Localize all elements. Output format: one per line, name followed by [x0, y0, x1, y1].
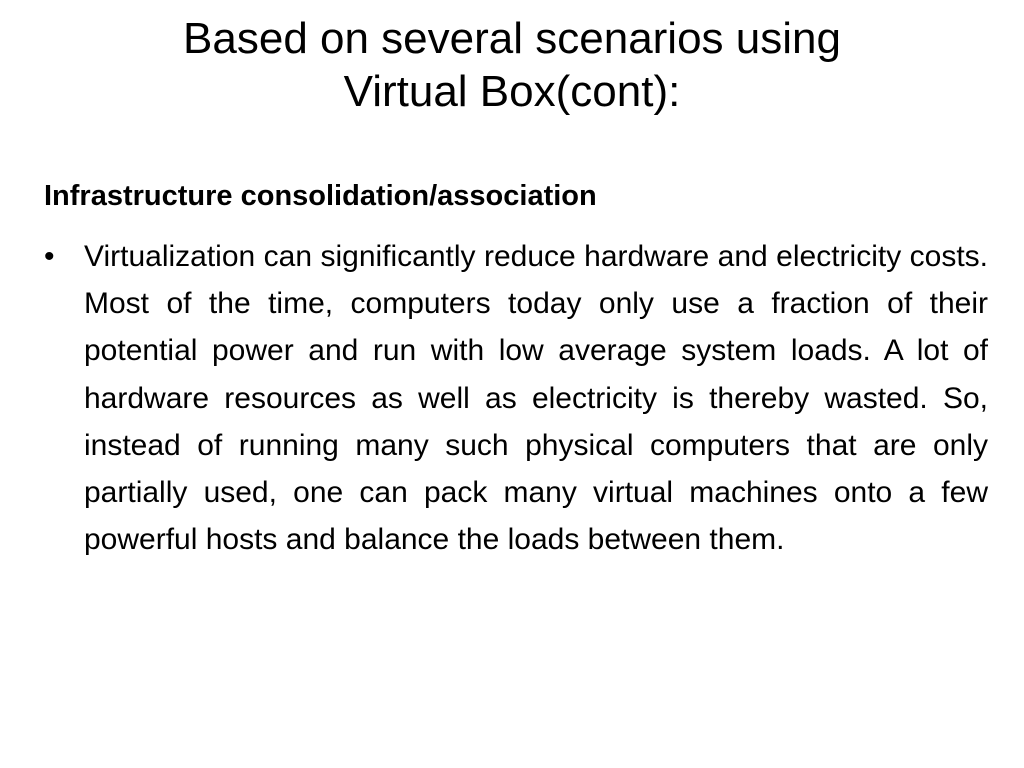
- bullet-text: Virtualization can significantly reduce hardware and electricity costs. Most of the time, computers today only use a fraction of their potential power and run with low average system loads. A lot of hardware resources as well as electricity is thereby wasted. So, instead of running many such physical computers that are only partially used, one can pack many virtual machines onto a few powerful hosts and balance the loads between them.: [84, 240, 988, 557]
- slide-title: [60, 12, 964, 118]
- bullet-icon: •: [44, 240, 55, 273]
- slide-title-line-1: Based on several scenarios using: [183, 14, 841, 63]
- slide-title-line-2: Virtual Box(cont):: [343, 67, 681, 116]
- bullet-list: [44, 233, 988, 563]
- section-heading: Infrastructure consolidation/association: [44, 180, 597, 212]
- bullet-item: [44, 233, 988, 563]
